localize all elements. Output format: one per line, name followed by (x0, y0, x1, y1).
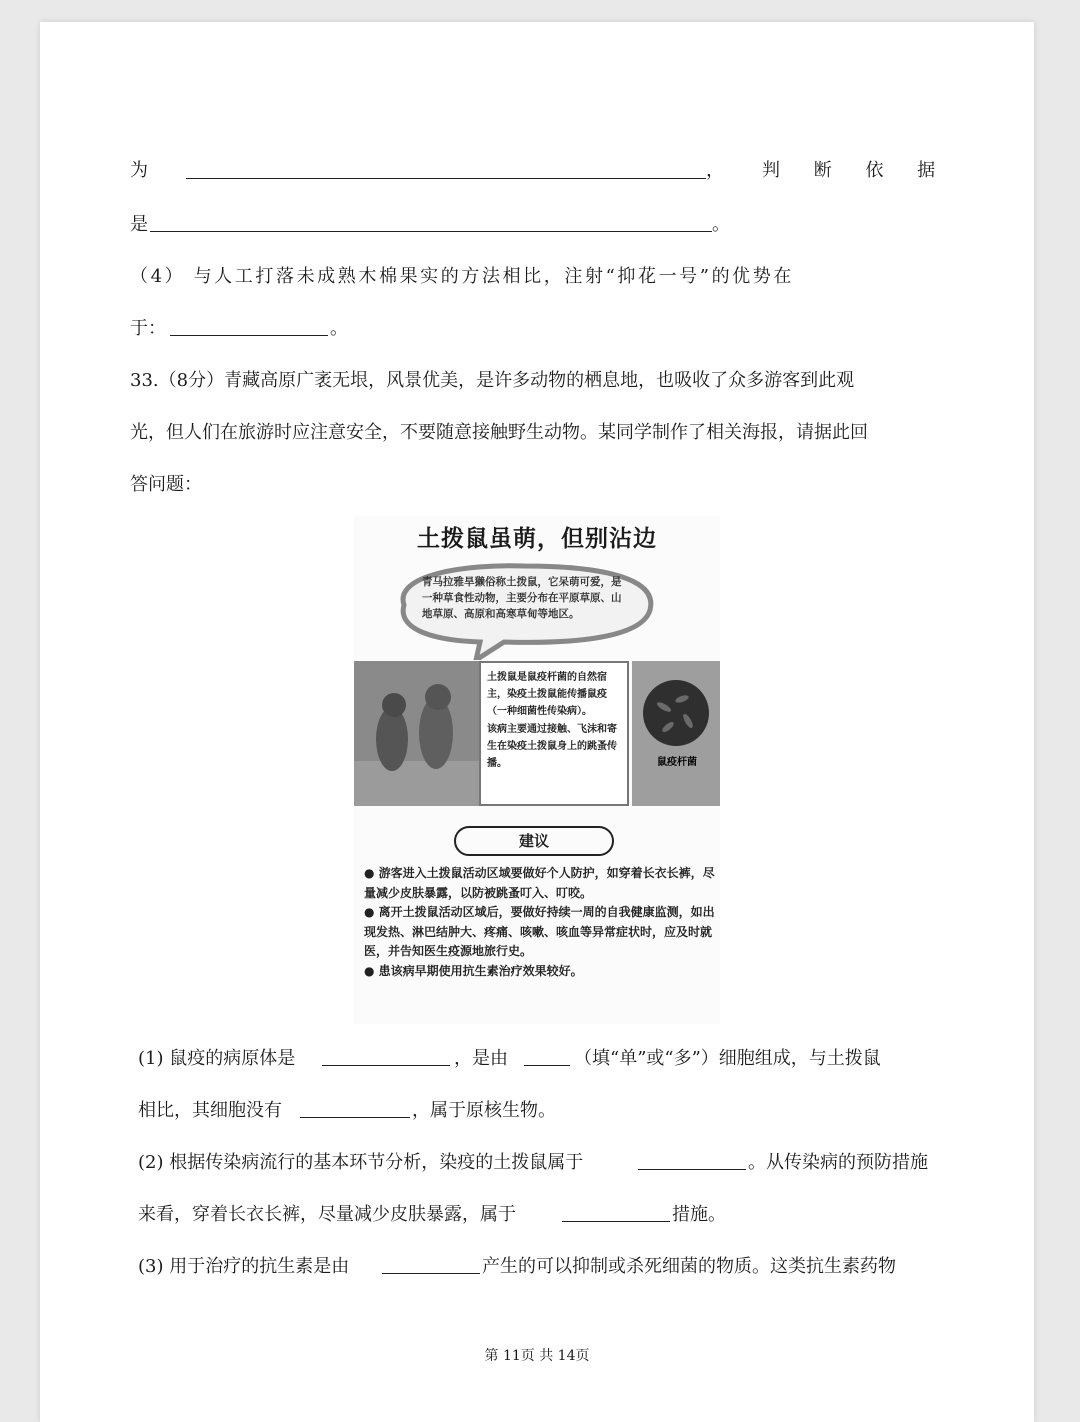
page-footer: 第 11页 共 14页 (484, 1348, 590, 1364)
suggestion-title: 建议 (454, 826, 614, 856)
q33-2-d: 措施。 (672, 1204, 726, 1225)
answer-blank[interactable] (524, 1064, 570, 1066)
q33-1-d: 相比，其细胞没有 (138, 1100, 282, 1121)
answer-blank[interactable] (382, 1272, 480, 1274)
q32-line2-end: 。 (712, 214, 730, 235)
bubble-text: 青马拉雅旱獭俗称土拨鼠，它呆萌可爱，是一种草食性动物，主要分布在平原草原、山地草原、高原和高寒草甸等地区。 (422, 576, 622, 620)
poster-image (354, 516, 720, 1024)
q33-3-b: 产生的可以抑制或杀死细菌的物质。这类抗生素药物 (482, 1256, 896, 1277)
answer-blank[interactable] (562, 1220, 670, 1222)
answer-blank[interactable] (300, 1116, 410, 1118)
suggestion-list (364, 864, 716, 981)
q32-q4-line2-end: 。 (330, 318, 348, 339)
marmot-icon (354, 661, 479, 806)
q32-line1-punct: ， (706, 160, 724, 181)
exam-page (40, 22, 1034, 1422)
q32-line1-end: 判 断 依 据 (762, 160, 950, 181)
q33-intro-line3: 答问题： (130, 474, 202, 495)
q33-3-a: (3) 用于治疗的抗生素是由 (138, 1256, 350, 1277)
bacteria-icon (642, 679, 710, 747)
info-box (479, 661, 629, 806)
bacteria-label: 鼠疫杆菌 (657, 757, 697, 768)
answer-blank[interactable] (638, 1168, 746, 1170)
info-text-1: 土拨鼠是鼠疫杆菌的自然宿主，染疫土拨鼠能传播鼠疫（一种细菌性传染病）。 (487, 672, 607, 717)
answer-blank[interactable] (186, 177, 706, 179)
q33-1-c: （填“单”或“多”）细胞组成，与土拨鼠 (574, 1048, 881, 1069)
q33-1-a: (1) 鼠疫的病原体是 (138, 1048, 296, 1069)
suggestion-item: ● 患该病早期使用抗生素治疗效果较好。 (364, 963, 583, 978)
info-text-2: 该病主要通过接触、飞沫和寄生在染疫土拨鼠身上的跳蚤传播。 (487, 724, 617, 769)
marmot-photo (354, 661, 479, 806)
answer-blank[interactable] (170, 334, 328, 336)
q32-line1-start: 为 (130, 160, 148, 181)
q33-2-a: (2) 根据传染病流行的基本环节分析，染疫的土拨鼠属于 (138, 1152, 584, 1173)
q32-line2-start: 是 (130, 214, 148, 235)
q33-intro-line2: 光，但人们在旅游时应注意安全，不要随意接触野生动物。某同学制作了相关海报，请据此回 (130, 422, 868, 443)
q33-2-c: 来看，穿着长衣长裤，尽量减少皮肤暴露，属于 (138, 1204, 516, 1225)
bacteria-panel (632, 661, 720, 806)
answer-blank[interactable] (322, 1064, 450, 1066)
q32-q4-line1: （4） 与人工打落未成熟木棉果实的方法相比，注射“抑花一号”的优势在 (130, 266, 794, 287)
suggestion-item: ● 游客进入土拨鼠活动区域要做好个人防护，如穿着长衣长裤，尽量减少皮肤暴露，以防被跳蚤叮入、叮咬。 (364, 866, 715, 900)
q33-intro-line1: 33.（8分）青藏高原广袤无垠，风景优美，是许多动物的栖息地，也吸收了众多游客到此观 (130, 370, 855, 391)
answer-blank[interactable] (150, 230, 712, 232)
q33-2-b: 。从传染病的预防措施 (748, 1152, 928, 1173)
poster-title: 土拨鼠虽萌，但别沾边 (417, 526, 657, 552)
q32-q4-line2-start: 于： (130, 318, 166, 339)
q33-1-e: ，属于原核生物。 (412, 1100, 556, 1121)
suggestion-item: ● 离开土拨鼠活动区域后，要做好持续一周的自我健康监测，如出现发热、淋巴结肿大、疼痛、咳嗽、咳血等异常症状时，应及时就医，并告知医生疫源地旅行史。 (364, 905, 715, 958)
q33-1-b: ，是由 (454, 1048, 508, 1069)
